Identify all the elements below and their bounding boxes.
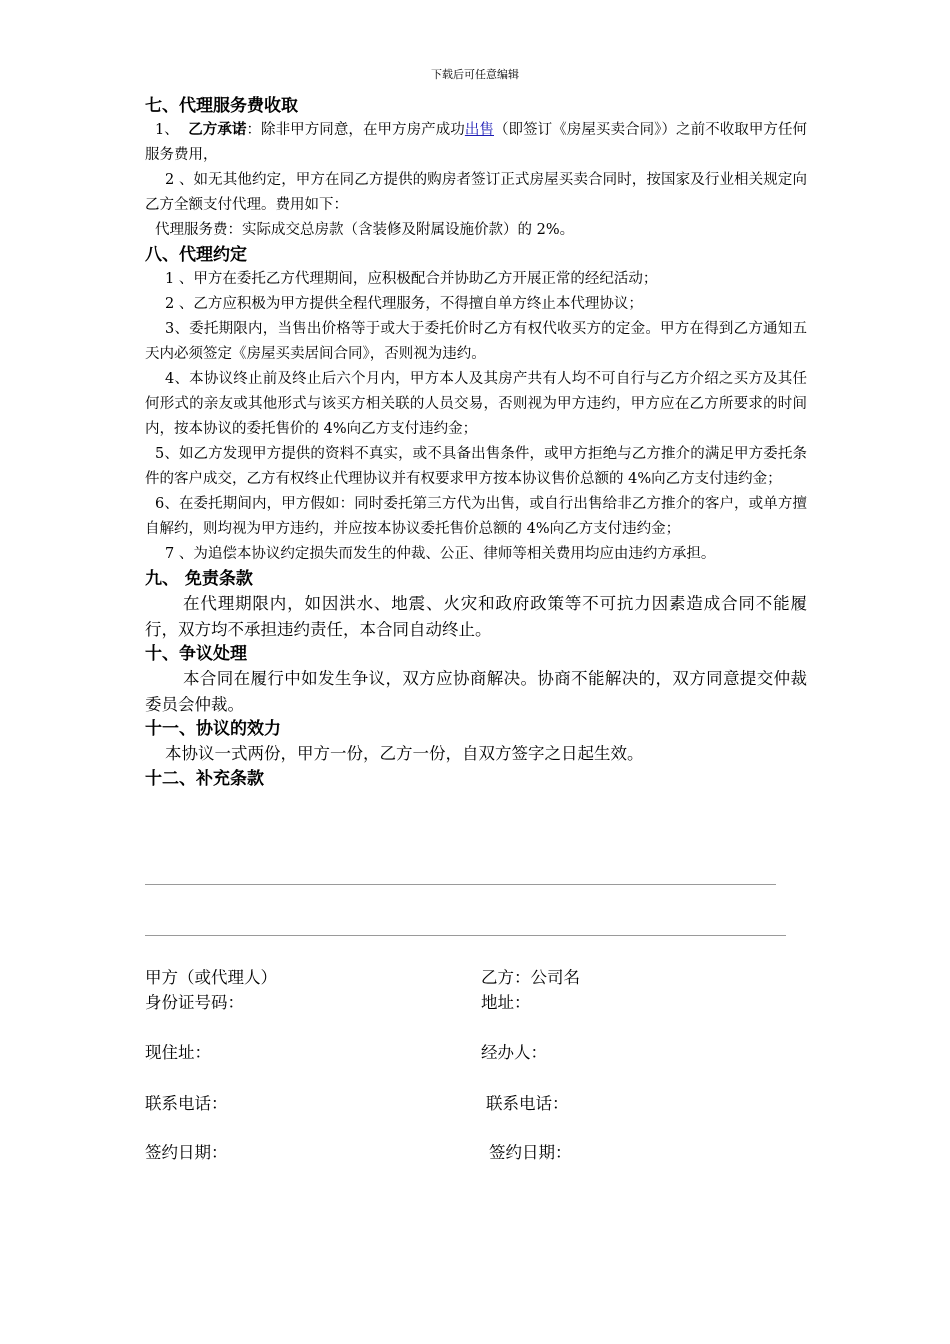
section-8-item: 6、在委托期间内，甲方假如：同时委托第三方代为出售，或自行出售给非乙方推介的客户，或单方擅自解约，则均视为甲方违约，并应按本协议委托售价总额的 4%向乙方支付违约金； bbox=[145, 496, 807, 537]
section-8-item: 7 、为追偿本协议约定损失而发生的仲裁、公正、律师等相关费用均应由违约方承担。 bbox=[165, 546, 716, 562]
party-b-date-label: 签约日期： bbox=[489, 1143, 572, 1162]
contract-body bbox=[145, 94, 807, 791]
section-7-title: 七、代理服务费收取 bbox=[145, 96, 298, 116]
section-9-text: 在代理期限内，如因洪水、地震、火灾和政府政策等不可抗力因素造成合同不能履行，双方均不承担违约责任，本合同自动终止。 bbox=[145, 594, 807, 639]
section-8-item: 5、如乙方发现甲方提供的资料不真实，或不具备出售条件，或甲方拒绝与乙方推介的满足甲方委托条件的客户成交，乙方有权终止代理协议并有权要求甲方按本协议售价总额的 4%向乙方支付违约金； bbox=[145, 446, 807, 487]
section-12-title: 十二、补充条款 bbox=[145, 768, 264, 789]
party-a-address-label: 现住址： bbox=[145, 1043, 211, 1062]
party-a-label: 甲方（或代理人） bbox=[145, 968, 277, 987]
section-8-item: 1 、甲方在委托乙方代理期间，应积极配合并协助乙方开展正常的经纪活动； bbox=[165, 271, 658, 287]
section-9-title: 九、 免责条款 bbox=[145, 569, 253, 589]
section-10-text: 本合同在履行中如发生争议，双方应协商解决。协商不能解决的，双方同意提交仲裁委员会仲裁。 bbox=[145, 669, 807, 714]
section-8-item: 4、本协议终止前及终止后六个月内，甲方本人及其房产共有人均不可自行与乙方介绍之买方及其任何形式的亲友或其他形式与该买方相关联的人员交易，否则视为甲方违约，甲方应在乙方所要求的时间内，按本协议的委托售价的 4%向乙方支付违约金； bbox=[145, 371, 807, 437]
party-b-agent-label: 经办人： bbox=[481, 1043, 547, 1062]
section-7-para-1 bbox=[145, 118, 807, 168]
section-11-text: 本协议一式两份，甲方一份，乙方一份，自双方签字之日起生效。 bbox=[165, 744, 644, 763]
party-b-address-label: 地址： bbox=[481, 993, 531, 1012]
party-b-phone-label: 联系电话： bbox=[486, 1094, 569, 1113]
section-7-para-2: 2 、如无其他约定，甲方在同乙方提供的购房者签订正式房屋买卖合同时，按国家及行业相关规定向乙方全额支付代理。费用如下： bbox=[145, 172, 807, 213]
section-8-item: 3、委托期限内，当售出价格等于或大于委托价时乙方有权代收买方的定金。甲方在得到乙方通知五天内必须签定《房屋买卖居间合同》，否则视为违约。 bbox=[145, 321, 807, 362]
supplement-blank-line[interactable] bbox=[145, 935, 786, 936]
supplement-blank-line[interactable] bbox=[145, 884, 776, 885]
section-11-title: 十一、协议的效力 bbox=[145, 719, 281, 739]
party-a-date-label: 签约日期： bbox=[145, 1143, 228, 1162]
section-7-fee: 代理服务费：实际成交总房款（含装修及附属设施价款）的 2%。 bbox=[155, 222, 575, 238]
party-b-label: 乙方：公司名 bbox=[481, 968, 580, 987]
item-number: 1、 bbox=[155, 122, 179, 138]
party-a-id-label: 身份证号码： bbox=[145, 993, 244, 1012]
section-10-title: 十、争议处理 bbox=[145, 644, 247, 664]
page-header: 下载后可任意编辑 bbox=[431, 68, 519, 81]
para-text: ：除非甲方同意，在甲方房产成功 bbox=[246, 122, 465, 138]
section-8-item: 2 、乙方应积极为甲方提供全程代理服务，不得擅自单方终止本代理协议； bbox=[165, 296, 643, 312]
section-8-title: 八、代理约定 bbox=[145, 245, 247, 265]
party-a-phone-label: 联系电话： bbox=[145, 1094, 228, 1113]
sale-link[interactable]: 出售 bbox=[464, 122, 494, 138]
promise-label: 乙方承诺 bbox=[188, 122, 247, 138]
para-text: （即签订《房屋买卖合同》）之前不收取甲方任何服务费用， bbox=[145, 122, 808, 163]
